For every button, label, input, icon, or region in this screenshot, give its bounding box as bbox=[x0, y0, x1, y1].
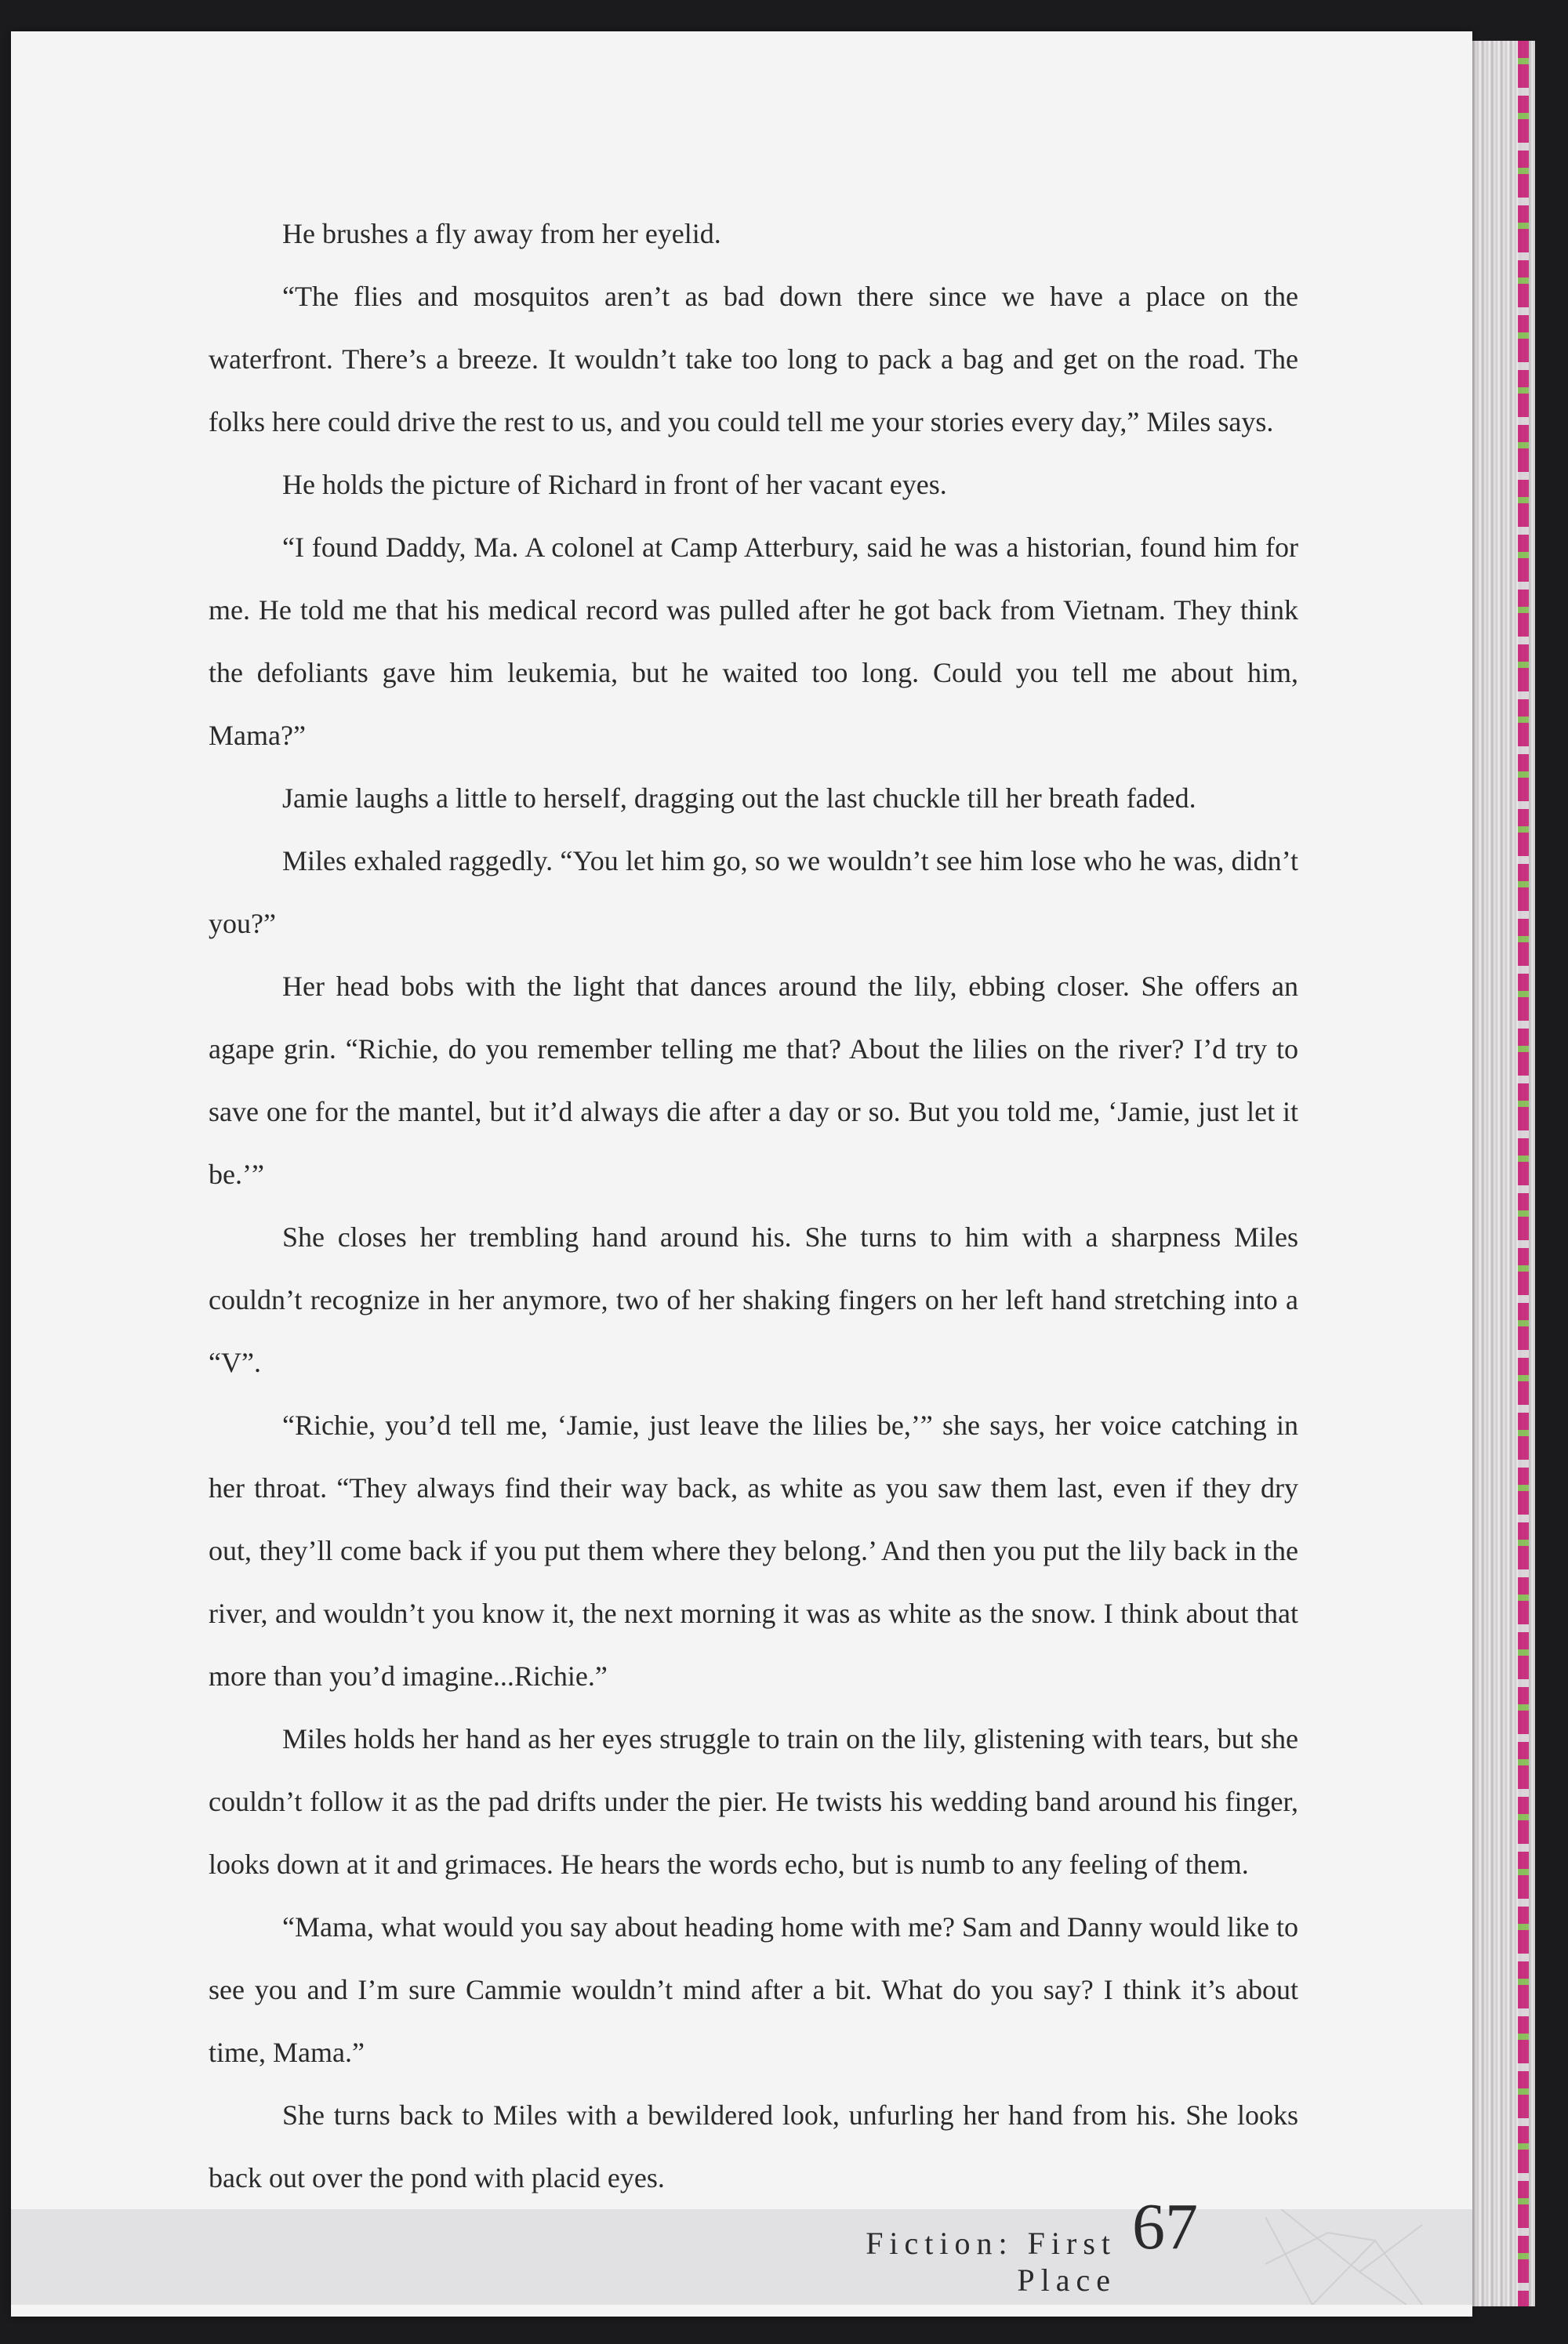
page-number: 67 bbox=[1132, 2190, 1198, 2263]
geometric-decoration bbox=[1265, 2209, 1422, 2305]
paragraph: “Richie, you’d tell me, ‘Jamie, just leave the lilies be,’” she says, her voice catching in her throat. “They always find their way back, as white as you saw them last, even if they dry out, they’ll come back if you put them where they belong.’ And then you put the lily back in the river, and wouldn’t you know it, the next morning it was as white as the snow. I think about that more than you’d imagine...Richie.” bbox=[209, 1410, 1298, 1692]
story-text bbox=[209, 202, 1298, 2209]
paragraph: He holds the picture of Richard in front of her vacant eyes. bbox=[282, 469, 947, 500]
paragraph: She turns back to Miles with a bewildered look, unfurling her hand from his. She looks back out over the pond with placid eyes. bbox=[209, 2099, 1298, 2193]
paragraph: He brushes a fly away from her eyelid. bbox=[282, 218, 721, 249]
book-page bbox=[11, 31, 1472, 2317]
page-edge-marks bbox=[1518, 41, 1529, 2306]
paragraph: She closes her trembling hand around his. She turns to him with a sharpness Miles couldn’t recognize in her anymore, two of her shaking fingers on her left hand stretching into a “V”. bbox=[209, 1221, 1298, 1378]
paragraph: Miles holds her hand as her eyes struggle to train on the lily, glistening with tears, but she couldn’t follow it as the pad drifts under the pier. He twists his wedding band around his finger, looks down at it and grimaces. He hears the words echo, but is numb to any feeling of them. bbox=[209, 1723, 1298, 1880]
paragraph: Her head bobs with the light that dances around the lily, ebbing closer. She offers an agape grin. “Richie, do you remember telling me that? About the lilies on the river? I’d try to save one for the mantel, but it’d always die after a day or so. But you told me, ‘Jamie, just let it be.’” bbox=[209, 971, 1298, 1190]
paragraph: Miles exhaled raggedly. “You let him go, so we wouldn’t see him lose who he was, didn’t you?” bbox=[209, 845, 1298, 939]
paragraph: “Mama, what would you say about heading home with me? Sam and Danny would like to see you and I’m sure Cammie wouldn’t mind after a bit. What do you say? I think it’s about time, Mama.” bbox=[209, 1911, 1298, 2068]
paragraph: “The flies and mosquitos aren’t as bad down there since we have a place on the waterfront. There’s a breeze. It wouldn’t take too long to pack a bag and get on the road. The folks here could drive the rest to us, and you could tell me your stories every day,” Miles says. bbox=[209, 281, 1298, 437]
footer-band bbox=[11, 2209, 1472, 2305]
section-label: Fiction: First Place bbox=[866, 2226, 1116, 2298]
paragraph: “I found Daddy, Ma. A colonel at Camp Atterbury, said he was a historian, found him for me. He told me that his medical record was pulled after he got back from Vietnam. They think the defoliants gave him leukemia, but he waited too long. Could you tell me about him, Mama?” bbox=[209, 532, 1298, 751]
paragraph: Jamie laughs a little to herself, dragging out the last chuckle till her breath faded. bbox=[282, 782, 1196, 814]
